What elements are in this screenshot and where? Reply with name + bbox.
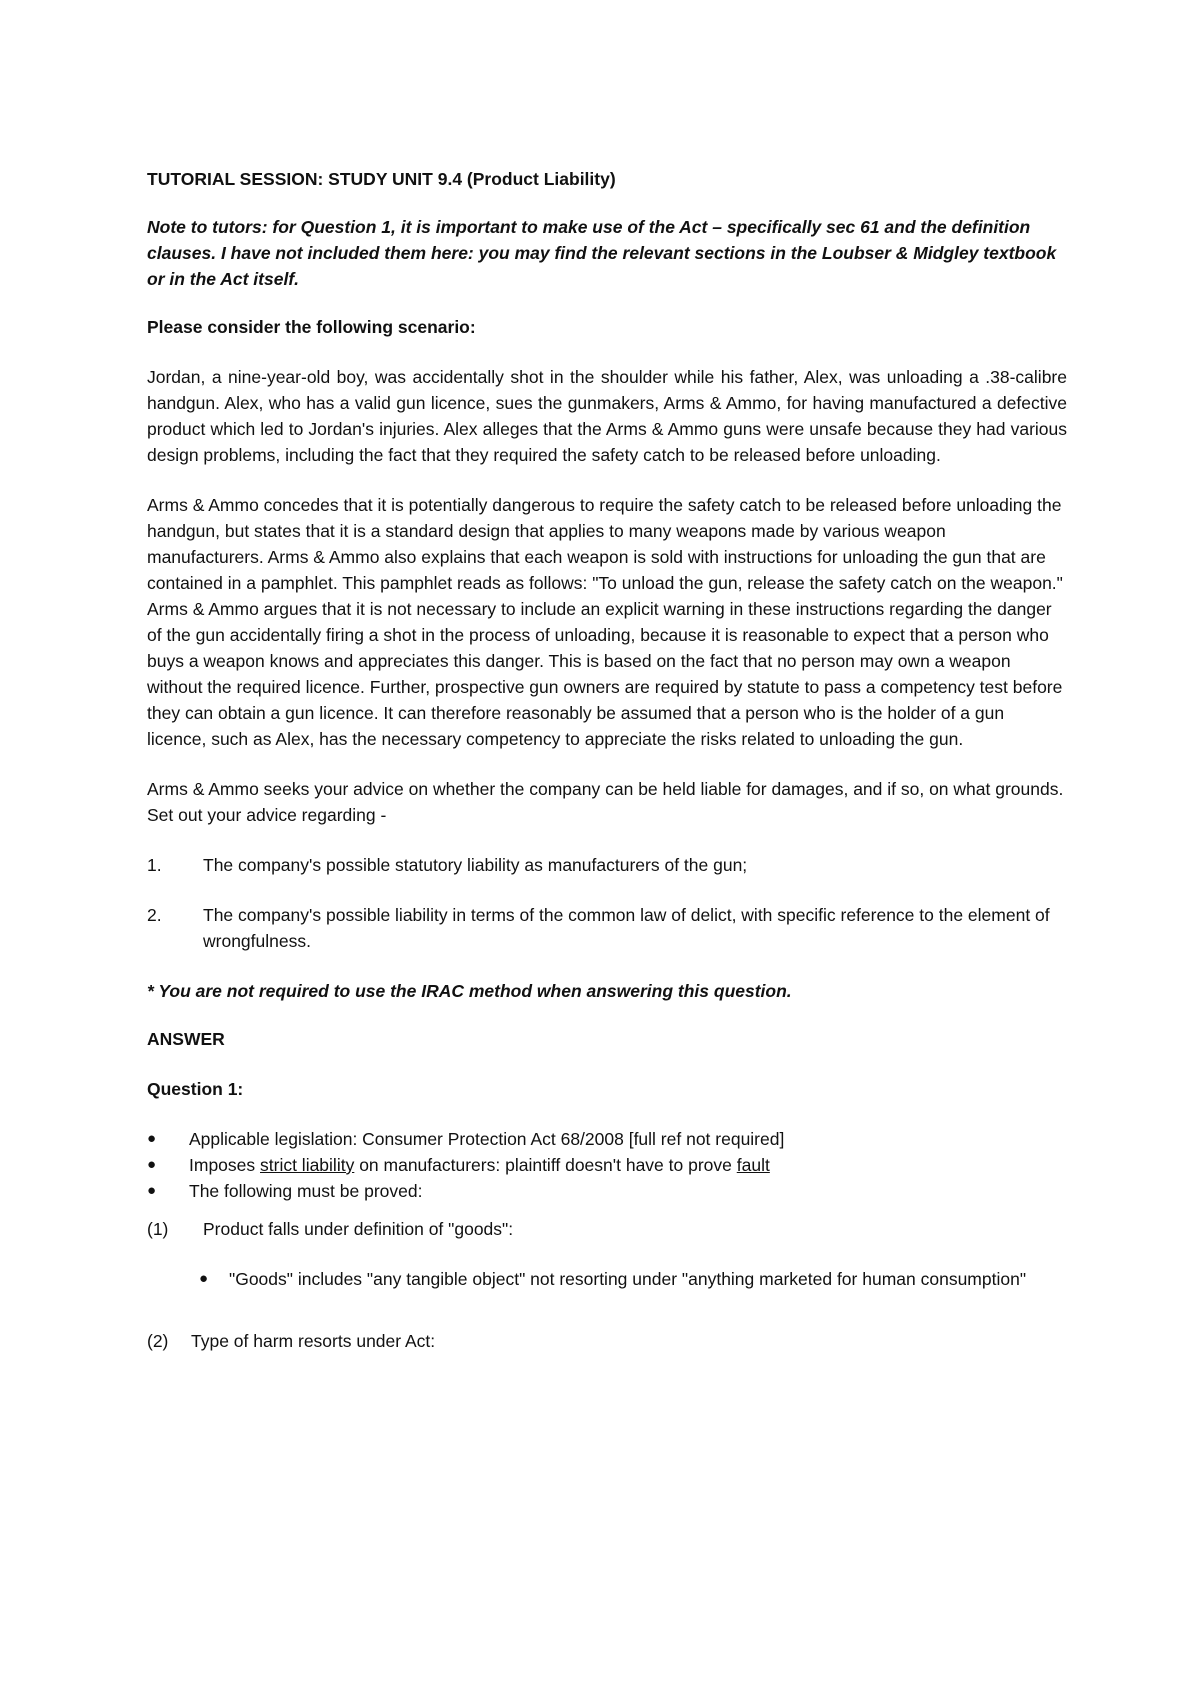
question-text: The company's possible statutory liability as manufacturers of the gun; <box>203 855 748 875</box>
question-item-1 <box>147 852 1067 878</box>
bullet-text: "Goods" includes "any tangible object" not resorting under "anything marketed for human consumption" <box>229 1269 1027 1289</box>
scenario-paragraph-3: Arms & Ammo seeks your advice on whether the company can be held liable for damages, and if so, on what grounds. Set out your advice regarding - <box>147 779 1064 825</box>
document-page <box>147 166 1067 1354</box>
requirement-item-1 <box>147 1216 1067 1242</box>
bullet-text-part: on manufacturers: plaintiff doesn't have to prove <box>354 1155 737 1175</box>
bullet-text-part: Imposes <box>189 1155 260 1175</box>
list-item <box>147 1126 1067 1152</box>
question1-heading: Question 1: <box>147 1079 244 1099</box>
bullet-icon: ● <box>147 1182 157 1199</box>
scenario-paragraph-1: Jordan, a nine-year-old boy, was accidentally shot in the shoulder while his father, Alex, was unloading a .38-calibre handgun. Alex, who has a valid gun licence, sues the gunmakers, Arms & Ammo, for having manufactured a defective product which led to Jordan's injuries. Alex alleges that the Arms & Ammo guns were unsafe because they had various design problems, including the fact that they required the safety catch to be released before unloading. <box>147 367 1067 465</box>
irac-note: * You are not required to use the IRAC method when answering this question. <box>147 981 792 1001</box>
bullet-icon: ● <box>147 1130 157 1147</box>
requirement-item-2 <box>147 1328 1067 1354</box>
tutor-note: Note to tutors: for Question 1, it is important to make use of the Act – specifically sec 61 and the definition clauses. I have not included them here: you may find the relevant sections in the Loubser & Midgley textbook or in the Act itself. <box>147 217 1057 289</box>
question-text: The company's possible liability in terms of the common law of delict, with specific reference to the element of wrongfulness. <box>203 905 1050 951</box>
requirement-text: Type of harm resorts under Act: <box>191 1331 436 1351</box>
bullet-text: Applicable legislation: Consumer Protection Act 68/2008 [full ref not required] <box>189 1129 785 1149</box>
question-item-2 <box>147 902 1067 954</box>
bullet-icon: ● <box>147 1156 157 1173</box>
underlined-term: fault <box>736 1155 770 1175</box>
bullet-icon: ● <box>199 1270 209 1287</box>
requirement-number: (1) <box>147 1219 169 1239</box>
requirement-text: Product falls under definition of "goods": <box>203 1219 514 1239</box>
scenario-heading: Please consider the following scenario: <box>147 317 476 337</box>
bullet-text: The following must be proved: <box>189 1181 423 1201</box>
list-item <box>199 1266 1067 1292</box>
answer-bullet-list <box>147 1126 1067 1204</box>
document-title: TUTORIAL SESSION: STUDY UNIT 9.4 (Product Liability) <box>147 169 616 189</box>
answer-heading: ANSWER <box>147 1029 225 1049</box>
scenario-paragraph-2: Arms & Ammo concedes that it is potentially dangerous to require the safety catch to be released before unloading the handgun, but states that it is a standard design that applies to many weapons made by various weapon manufacturers. Arms & Ammo also explains that each weapon is sold with instructions for unloading the gun that are contained in a pamphlet. This pamphlet reads as follows: "To unload the gun, release the safety catch on the weapon." Arms & Ammo argues that it is not necessary to include an explicit warning in these instructions regarding the danger of the gun accidentally firing a shot in the process of unloading, because it is reasonable to expect that a person who buys a weapon knows and appreciates this danger. This is based on the fact that no person may own a weapon without the required licence. Further, prospective gun owners are required by statute to pass a competency test before they can obtain a gun licence. It can therefore reasonably be assumed that a person who is the holder of a gun licence, such as Alex, has the necessary competency to appreciate the risks related to unloading the gun. <box>147 495 1063 749</box>
question-number: 2. <box>147 905 162 925</box>
question-number: 1. <box>147 855 162 875</box>
underlined-term: strict liability <box>260 1155 355 1175</box>
list-item <box>147 1178 1067 1204</box>
sub-bullet-list <box>199 1266 1067 1292</box>
list-item <box>147 1152 1067 1178</box>
bullet-text <box>189 1152 1067 1178</box>
requirement-number: (2) <box>147 1331 169 1351</box>
